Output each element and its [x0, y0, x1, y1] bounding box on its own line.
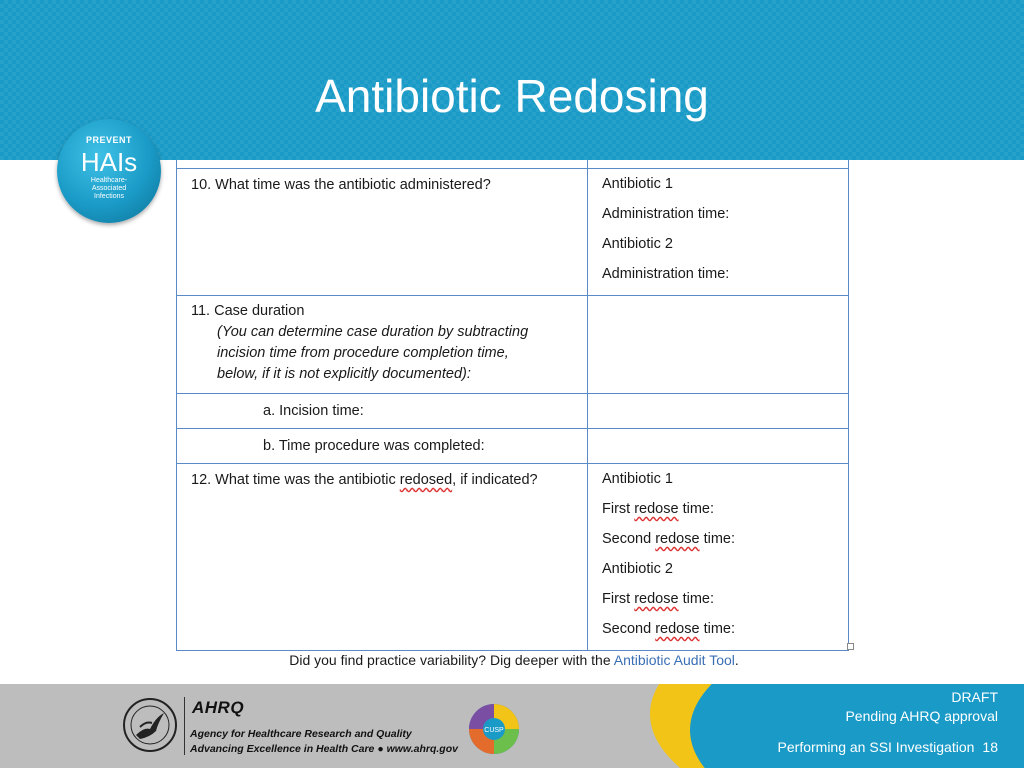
caption-text: Did you find practice variability? Dig deeper with the [289, 652, 614, 668]
badge-prevent-text: PREVENT [85, 135, 132, 145]
answer-cell [588, 464, 849, 651]
answer-line: Antibiotic 1 [602, 471, 673, 487]
question-11: 11. Case duration [191, 303, 305, 319]
badge-sub-line: Associated [91, 185, 127, 192]
answer-line [602, 524, 838, 554]
question-cell [177, 464, 588, 651]
answer-line [602, 584, 838, 614]
table-row-q11 [177, 296, 849, 394]
prevent-hais-badge [57, 119, 161, 223]
audit-form-image [172, 160, 856, 684]
audit-tool-caption [172, 652, 856, 668]
resize-handle[interactable] [847, 643, 854, 650]
caption-text: . [734, 652, 739, 668]
question-11-note: below, if it is not explicitly documented): [217, 366, 471, 382]
table-row-q11b [177, 429, 849, 464]
spellcheck-word: redose [655, 531, 700, 547]
answer-cell [588, 169, 849, 296]
answer-line: Antibiotic 2 [602, 561, 673, 577]
answer-text: time: [678, 591, 715, 607]
cusp-logo-text: CUSP [484, 727, 504, 734]
table-row-q11a [177, 394, 849, 429]
ahrq-logo: AHRQ [192, 698, 245, 717]
badge-subtitle [57, 177, 161, 201]
answer-line [602, 614, 838, 644]
answer-line: Antibiotic 2 [602, 236, 673, 252]
spellcheck-word: redose [634, 591, 679, 607]
pending-label: Pending AHRQ approval [845, 708, 998, 724]
badge-sub-line: Infections [94, 193, 124, 200]
question-12 [191, 470, 577, 491]
answer-line: Antibiotic 1 [602, 176, 673, 192]
answer-cell [588, 296, 849, 394]
ahrq-tagline: Advancing Excellence in Health Care ● www.ahrq.gov [190, 743, 458, 755]
slide-title: Antibiotic Redosing [315, 70, 709, 122]
answer-text: Second [602, 531, 656, 547]
question-11-note: incision time from procedure completion time, [217, 345, 509, 361]
footer-title [770, 739, 998, 755]
ahrq-agency-name: Agency for Healthcare Research and Quality [190, 728, 412, 740]
answer-text: Second [602, 621, 656, 637]
spellcheck-word: redosed [399, 472, 453, 488]
table-row-q12 [177, 464, 849, 651]
question-cell [177, 394, 588, 429]
answer-text: time: [699, 621, 736, 637]
table-row-q10 [177, 169, 849, 296]
question-cell [177, 296, 588, 394]
draft-label: DRAFT [951, 689, 998, 705]
answer-line [602, 494, 838, 524]
question-11-note: (You can determine case duration by subtracting [217, 324, 529, 340]
answer-cell [588, 394, 849, 429]
badge-sub-line: Healthcare- [90, 177, 128, 184]
question-12-text: 12. What time was the antibiotic [191, 472, 400, 488]
hhs-seal-icon [122, 697, 178, 753]
answer-text: time: [699, 531, 736, 547]
spellcheck-word: redose [634, 501, 679, 517]
audit-form-table [176, 160, 849, 651]
answer-text: time: [678, 501, 715, 517]
cusp-logo-icon [467, 702, 521, 756]
question-11a: a. Incision time: [263, 403, 364, 419]
answer-text: First [602, 591, 635, 607]
table-row [177, 160, 849, 169]
logo-divider [184, 697, 185, 755]
question-10: 10. What time was the antibiotic administered? [191, 177, 491, 193]
answer-line: Administration time: [602, 266, 730, 282]
answer-cell [588, 429, 849, 464]
page-number: 18 [982, 739, 998, 755]
antibiotic-audit-tool-link[interactable]: Antibiotic Audit Tool [613, 652, 735, 668]
answer-text: First [602, 501, 635, 517]
footer-title-text: Performing an SSI Investigation [777, 739, 975, 755]
question-cell [177, 429, 588, 464]
answer-line: Administration time: [602, 206, 730, 222]
question-11b: b. Time procedure was completed: [263, 438, 485, 454]
question-12-text: , if indicated? [452, 472, 538, 488]
spellcheck-word: redose [655, 621, 700, 637]
badge-hais-text: HAIs [80, 147, 138, 177]
question-cell [177, 169, 588, 296]
